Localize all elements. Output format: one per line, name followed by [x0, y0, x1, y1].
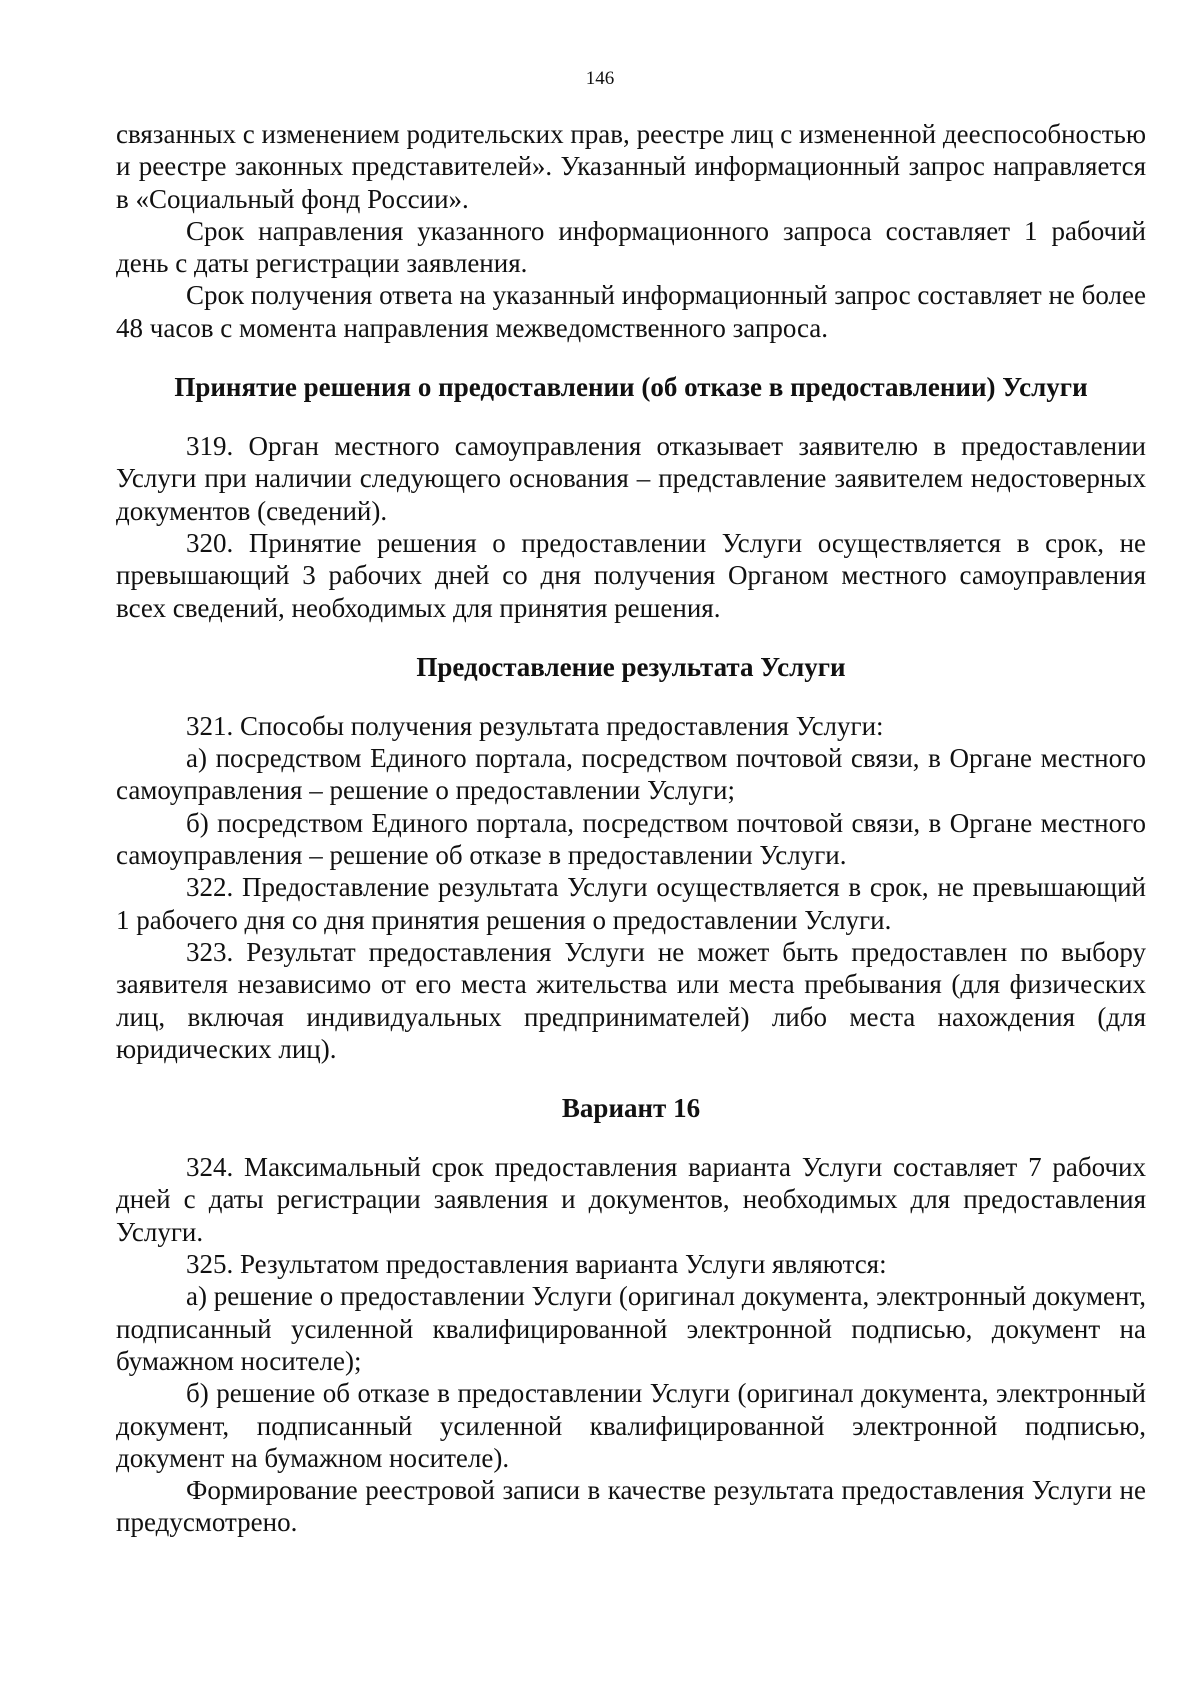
- paragraph-response-deadline: Срок получения ответа на указанный информационный запрос составляет не более 48 часов с момента направления межведомственного запроса.: [116, 280, 1146, 343]
- paragraph-321a: а) посредством Единого портала, посредством почтовой связи, в Органе местного самоуправления – решение о предоставлении Услуги;: [116, 743, 1146, 806]
- paragraph-continuation: связанных с изменением родительских прав, реестре лиц с измененной дееспособностью и реестре законных представителей». Указанный информационный запрос направляется в «Социальный фонд России».: [116, 119, 1146, 214]
- page-number: 146: [585, 68, 615, 89]
- paragraph-321: 321. Способы получения результата предоставления Услуги:: [186, 710, 884, 741]
- paragraph-319: 319. Орган местного самоуправления отказывает заявителю в предоставлении Услуги при наличии следующего основания – представление заявителем недостоверных документов (сведений).: [116, 431, 1146, 526]
- paragraph-325: 325. Результатом предоставления варианта Услуги являются:: [186, 1249, 887, 1280]
- paragraph-323: 323. Результат предоставления Услуги не может быть предоставлен по выбору заявителя независимо от его места жительства или места пребывания (для физических лиц, включая индивидуальных предпринимателей) либо места нахождения (для юридических лиц).: [116, 936, 1146, 1064]
- paragraph-321b: б) посредством Единого портала, посредством почтовой связи, в Органе местного самоуправления – решение об отказе в предоставлении Услуги.: [116, 807, 1146, 871]
- section-heading-decision: Принятие решения о предоставлении (об отказе в предоставлении) Услуги: [174, 372, 1088, 403]
- section-heading-result: Предоставление результата Услуги: [416, 651, 846, 682]
- paragraph-325a: а) решение о предоставлении Услуги (оригинал документа, электронный документ, подписанный усиленной квалифицированной электронной подписью, документ на бумажном носителе);: [116, 1281, 1146, 1376]
- paragraph-324: 324. Максимальный срок предоставления варианта Услуги составляет 7 рабочих дней с даты регистрации заявления и документов, необходимых для предоставления Услуги.: [116, 1152, 1146, 1247]
- paragraph-registry-record: Формирование реестровой записи в качестве результата предоставления Услуги не предусмотрено.: [116, 1475, 1146, 1538]
- document-body: [116, 118, 1146, 1539]
- paragraph-320: 320. Принятие решения о предоставлении Услуги осуществляется в срок, не превышающий 3 рабочих дней со дня получения Органом местного самоуправления всех сведений, необходимых для принятия решения.: [116, 527, 1146, 623]
- paragraph-322: 322. Предоставление результата Услуги осуществляется в срок, не превышающий 1 рабочего дня со дня принятия решения о предоставлении Услуги.: [116, 872, 1146, 935]
- section-heading-variant-16: Вариант 16: [561, 1093, 701, 1124]
- paragraph-request-deadline: Срок направления указанного информационного запроса составляет 1 рабочий день с даты регистрации заявления.: [116, 215, 1146, 279]
- paragraph-325b: б) решение об отказе в предоставлении Услуги (оригинал документа, электронный документ, подписанный усиленной квалифицированной электронной подписью, документ на бумажном носителе).: [116, 1378, 1146, 1473]
